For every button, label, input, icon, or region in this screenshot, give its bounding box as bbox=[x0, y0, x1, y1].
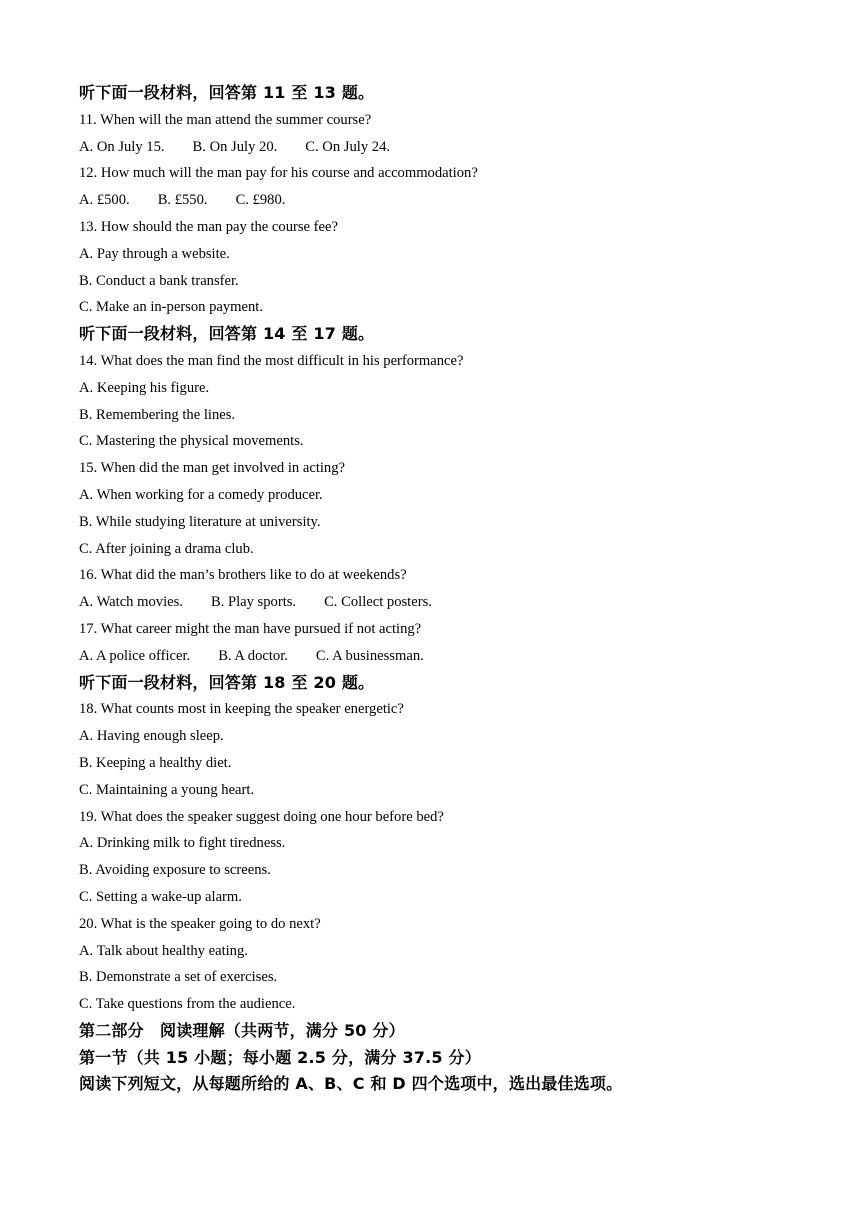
answer-option: B. Keeping a healthy diet. bbox=[79, 754, 232, 771]
answer-option: A. Watch movies. bbox=[79, 594, 183, 611]
question-stem: 11. When will the man attend the summer course? bbox=[79, 111, 372, 128]
section-heading: 第二部分 阅读理解（共两节，满分 50 分） bbox=[79, 1020, 405, 1040]
answer-option: A. Pay through a website. bbox=[79, 245, 230, 262]
answer-option: B. £550. bbox=[157, 192, 208, 209]
answer-option: B. Demonstrate a set of exercises. bbox=[79, 969, 278, 986]
answer-option: C. After joining a drama club. bbox=[79, 540, 254, 557]
question-stem: 15. When did the man get involved in acting? bbox=[79, 460, 346, 477]
question-stem: 13. How should the man pay the course fee? bbox=[79, 218, 338, 235]
answer-option: C. Mastering the physical movements. bbox=[79, 433, 304, 450]
question-stem: 18. What counts most in keeping the speaker energetic? bbox=[79, 701, 404, 718]
answer-option: B. A doctor. bbox=[218, 647, 288, 664]
answer-option: C. A businessman. bbox=[315, 647, 424, 664]
answer-options-row bbox=[79, 187, 799, 214]
answer-option: A. Drinking milk to fight tiredness. bbox=[79, 835, 286, 852]
section-heading: 阅读下列短文，从每题所给的 A、B、C 和 D 四个选项中，选出最佳选项。 bbox=[79, 1074, 623, 1094]
section-heading: 听下面一段材料，回答第 14 至 17 题。 bbox=[79, 324, 375, 344]
answer-option: A. £500. bbox=[79, 192, 130, 209]
answer-option: C. Take questions from the audience. bbox=[79, 996, 296, 1013]
answer-option: C. Setting a wake-up alarm. bbox=[79, 888, 242, 905]
answer-option: B. Play sports. bbox=[210, 594, 297, 611]
question-stem: 14. What does the man find the most difficult in his performance? bbox=[79, 352, 464, 369]
answer-option: A. On July 15. bbox=[79, 138, 165, 155]
section-heading: 第一节（共 15 小题；每小题 2.5 分，满分 37.5 分） bbox=[79, 1047, 481, 1067]
question-stem: 16. What did the man’s brothers like to do at weekends? bbox=[79, 567, 407, 584]
answer-option: C. Maintaining a young heart. bbox=[79, 781, 255, 798]
answer-options-row bbox=[79, 589, 799, 616]
section-heading: 听下面一段材料，回答第 18 至 20 题。 bbox=[79, 672, 375, 692]
answer-option: B. While studying literature at university. bbox=[79, 513, 321, 530]
answer-option: B. Remembering the lines. bbox=[79, 406, 236, 423]
answer-option: C. Collect posters. bbox=[324, 594, 432, 611]
question-stem: 12. How much will the man pay for his course and accommodation? bbox=[79, 165, 478, 182]
question-stem: 19. What does the speaker suggest doing one hour before bed? bbox=[79, 808, 444, 825]
answer-option: A. Talk about healthy eating. bbox=[79, 942, 248, 959]
answer-option: C. £980. bbox=[235, 192, 286, 209]
answer-option: A. A police officer. bbox=[79, 647, 191, 664]
answer-option: B. Conduct a bank transfer. bbox=[79, 272, 239, 289]
answer-options-row bbox=[79, 134, 799, 161]
answer-options-row bbox=[79, 643, 799, 670]
answer-option: A. When working for a comedy producer. bbox=[79, 486, 323, 503]
document-page bbox=[79, 80, 799, 1098]
answer-option: C. Make an in-person payment. bbox=[79, 299, 263, 316]
answer-option: C. On July 24. bbox=[305, 138, 391, 155]
answer-option: B. Avoiding exposure to screens. bbox=[79, 862, 271, 879]
answer-option: B. On July 20. bbox=[192, 138, 278, 155]
answer-option: A. Keeping his figure. bbox=[79, 379, 210, 396]
question-stem: 17. What career might the man have pursued if not acting? bbox=[79, 620, 422, 637]
section-heading: 听下面一段材料，回答第 11 至 13 题。 bbox=[79, 83, 375, 102]
question-stem: 20. What is the speaker going to do next? bbox=[79, 915, 321, 932]
answer-option: A. Having enough sleep. bbox=[79, 728, 224, 745]
